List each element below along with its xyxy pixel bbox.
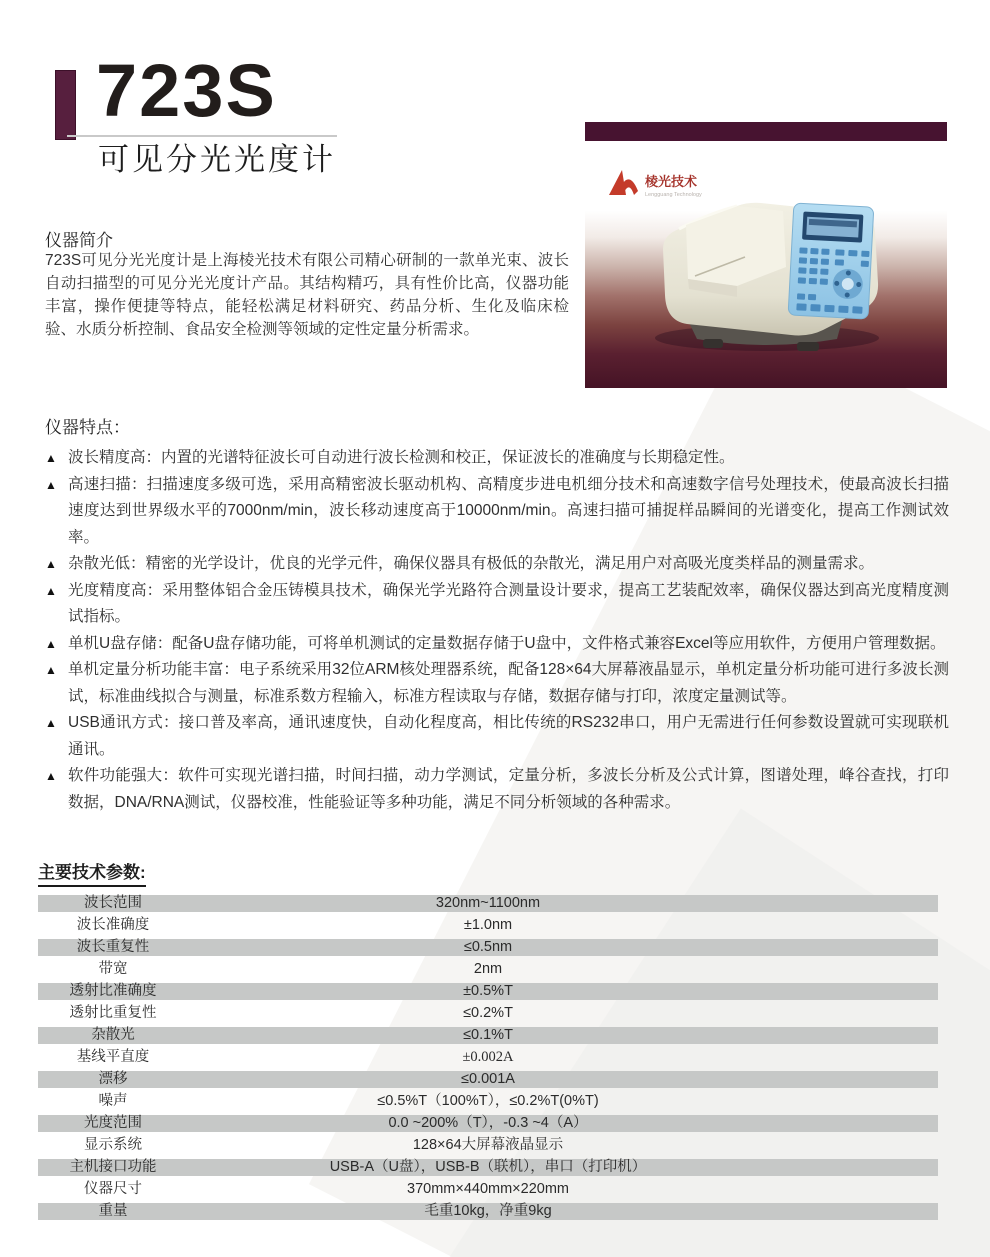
spec-row	[38, 1093, 938, 1110]
brand-name-en: Lengguang Technology	[645, 192, 702, 198]
feature-item	[45, 763, 949, 816]
spec-label: 仪器尺寸	[84, 1181, 142, 1197]
specs-table	[38, 895, 942, 1220]
feature-item	[45, 657, 949, 710]
spec-row	[38, 1181, 938, 1198]
spec-label: 透射比准确度	[69, 983, 157, 999]
spec-row	[38, 1005, 938, 1022]
feature-item	[45, 631, 949, 658]
feature-item	[45, 578, 949, 631]
spec-label: 漂移	[98, 1071, 128, 1087]
feature-text: 软件功能强大：软件可实现光谱扫描，时间扫描，动力学测试，定量分析，多波长分析及公式计算，图谱处理，峰谷查找，打印数据，DNA/RNA测试，仪器校准，性能验证等多种功能，满足不同分析领域的各种需求。	[68, 767, 949, 811]
page-title: 723S	[96, 49, 277, 132]
spec-row	[38, 1027, 938, 1044]
spec-label: 透射比重复性	[69, 1005, 157, 1021]
spec-value: ±0.002A	[462, 1049, 514, 1065]
spec-label: 波长重复性	[76, 939, 150, 955]
spec-value: USB-A（U盘），USB-B（联机），串口（打印机）	[329, 1159, 647, 1175]
features-heading: 仪器特点：	[45, 418, 130, 437]
spec-row	[38, 1137, 938, 1154]
spec-row	[38, 1203, 938, 1220]
feature-text: 高速扫描：扫描速度多级可选，采用高精密波长驱动机构、高精度步进电机细分技术和高速数字信号处理技术，使最高波长扫描速度达到世界级水平的7000nm/min，波长移动速度高于10000nm/min。高速扫描可捕捉样品瞬间的光谱变化，提高工作测试效率。	[68, 475, 949, 546]
specs-heading: 主要技术参数:	[38, 858, 146, 887]
spec-value: ≤0.1%T	[463, 1027, 513, 1043]
spec-value: 128×64大屏幕液晶显示	[412, 1137, 564, 1153]
feature-text: 波长精度高：内置的光谱特征波长可自动进行波长检测和校正，保证波长的准确度与长期稳定性。	[68, 449, 735, 466]
intro-heading: 仪器简介	[45, 231, 113, 250]
spec-row	[38, 1159, 938, 1176]
spec-label: 带宽	[98, 961, 128, 977]
spec-label: 波长范围	[84, 895, 142, 911]
feature-text: 单机U盘存储：配备U盘存储功能，可将单机测试的定量数据存储于U盘中，文件格式兼容Excel等应用软件，方便用户管理数据。	[68, 634, 946, 652]
spec-value: ≤0.2%T	[463, 1005, 513, 1021]
specs-section	[38, 858, 942, 1225]
triangle-bullet-icon: ▲	[45, 663, 57, 677]
spec-row	[38, 1115, 938, 1132]
spec-row	[38, 895, 938, 912]
spec-label: 波长准确度	[76, 917, 150, 933]
triangle-bullet-icon: ▲	[45, 477, 57, 492]
triangle-bullet-icon: ▲	[45, 769, 57, 783]
spec-value: ≤0.5%T（100%T），≤0.2%T(0%T)	[377, 1093, 599, 1109]
photo-top-bar	[585, 122, 947, 141]
feature-item	[45, 710, 949, 763]
triangle-bullet-icon: ▲	[45, 583, 57, 598]
triangle-bullet-icon: ▲	[45, 716, 57, 730]
spec-row	[38, 983, 938, 1000]
spec-label: 杂散光	[91, 1027, 135, 1043]
spec-value: ±1.0nm	[463, 917, 513, 933]
feature-text: 光度精度高：采用整体铝合金压铸模具技术，确保光学光路符合测量设计要求，提高工艺装配效率，确保仪器达到高光度精度测试指标。	[68, 581, 949, 625]
spec-value: ±0.5%T	[463, 983, 513, 999]
spec-value: ≤0.5nm	[463, 939, 513, 955]
spec-row	[38, 1049, 938, 1066]
triangle-bullet-icon: ▲	[45, 557, 57, 571]
spec-label: 主机接口功能	[69, 1159, 157, 1175]
spec-label: 重量	[98, 1203, 128, 1219]
feature-text: USB通讯方式：接口普及率高，通讯速度快，自动化程度高，相比传统的RS232串口，用户无需进行任何参数设置就可实现联机通讯。	[68, 714, 949, 758]
intro-paragraph: 723S可见分光光度计是上海棱光技术有限公司精心研制的一款单光束、波长自动扫描型的可见分光光度计产品。其结构精巧，具有性价比高，仪器功能丰富，操作便捷等特点，能轻松满足材料研究、药品分析、生化及临床检验、水质分析控制、食品安全检测等领域的定性定量分析需求。	[45, 252, 569, 338]
spec-row	[38, 939, 938, 956]
accent-bar	[55, 70, 76, 140]
feature-item	[45, 445, 949, 472]
spec-label: 显示系统	[84, 1137, 142, 1153]
page-subtitle: 可见分光光度计	[98, 142, 336, 177]
spec-label: 基线平直度	[76, 1049, 150, 1065]
title-underline	[67, 135, 337, 137]
spec-value: 2nm	[473, 961, 503, 977]
brand-swoosh-icon	[609, 170, 638, 195]
feature-text: 杂散光低：精密的光学设计，优良的光学元件，确保仪器具有极低的杂散光，满足用户对高吸光度类样品的测量需求。	[68, 555, 875, 572]
spec-label: 光度范围	[84, 1115, 142, 1131]
brand-logo	[605, 165, 737, 210]
brand-name: 棱光技术	[645, 174, 698, 189]
features-section	[45, 413, 949, 816]
spec-value: 0.0 ~200%（T），-0.3 ~4（A）	[388, 1115, 588, 1131]
spec-row	[38, 917, 938, 934]
spec-value: 370mm×440mm×220mm	[407, 1181, 569, 1197]
spec-value: 毛重10kg，净重9kg	[424, 1203, 552, 1219]
spec-value: ≤0.001A	[461, 1071, 515, 1087]
feature-item	[45, 551, 949, 578]
feature-item	[45, 472, 949, 552]
spec-row	[38, 961, 938, 978]
triangle-bullet-icon: ▲	[45, 636, 57, 651]
spec-value: 320nm~1100nm	[435, 895, 541, 911]
triangle-bullet-icon: ▲	[45, 451, 57, 465]
feature-text: 单机定量分析功能丰富：电子系统采用32位ARM核处理器系统，配备128×64大屏幕液晶显示，单机定量分析功能可进行多波长测试，标准曲线拟合与测量，标准系数方程输入，标准方程读取与存储，数据存储与打印，浓度定量测试等。	[68, 661, 949, 705]
product-photo	[585, 122, 947, 388]
spec-row	[38, 1071, 938, 1088]
spec-label: 噪声	[98, 1093, 128, 1109]
photo-canvas	[585, 145, 947, 388]
